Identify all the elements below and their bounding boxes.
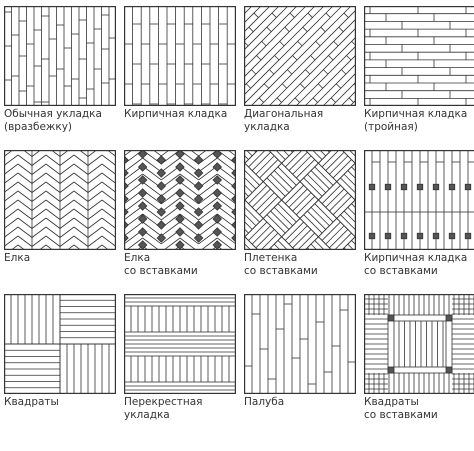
pattern-tile [124,6,236,106]
plank-line [326,152,344,170]
inlay-square [388,367,394,373]
plank-line [293,229,311,247]
joint-line [295,98,300,103]
plank-line [60,200,74,211]
inlay-diamond [157,182,165,190]
weave-block [282,150,319,182]
plank-line [252,226,270,244]
joint-line [326,13,331,18]
joint-line [251,70,256,74]
inlay-diamond [213,228,221,236]
plank-line [322,185,340,203]
plank-line [289,226,307,244]
joint-line [349,98,354,103]
inlay-diamond [194,182,202,190]
plank-line [74,182,88,193]
plank-line [102,182,116,193]
caption-line: Палуба [244,396,285,408]
pattern-tile [124,150,236,250]
joint-line [316,41,321,46]
plank-line [102,173,116,184]
pattern-cross [124,294,236,422]
inlay-diamond [213,202,221,210]
caption-line: Обычная укладка [4,108,102,120]
plank-line [60,182,74,193]
pattern-tile [244,150,356,250]
weave-block [318,218,355,250]
plank-line [322,222,340,240]
inlay-square [465,184,471,190]
plank-line [102,191,116,202]
plank-line [4,173,18,184]
joint-line [277,98,282,103]
inlay-square [417,233,423,239]
inlay-diamond [157,208,165,216]
weave-block [318,150,355,182]
plank-line [74,173,88,184]
plank-line [289,152,307,170]
pattern-tile [4,150,116,250]
inlay-square [449,233,455,239]
plank-line [46,218,60,229]
pattern-caption [364,396,474,422]
plank-line [274,171,292,189]
plank-line [60,164,74,175]
pattern-tile [4,294,116,394]
plank-line [74,209,88,220]
inlay-square [446,315,452,321]
inlay-diamond [176,189,184,197]
plank-line [251,6,351,106]
pattern-tile [124,294,236,394]
plank-line [74,227,88,238]
plank-line [296,196,314,214]
plank-line [285,185,303,203]
inlay-diamond [138,189,146,197]
inlay-diamond [176,202,184,210]
inlay-diamond [194,234,202,242]
pattern-caption [364,108,474,134]
plank-line [18,227,32,238]
caption-line: Елка [4,252,31,264]
caption-line: со вставками [244,265,318,277]
plank-line [249,222,267,240]
joint-line [308,13,313,18]
plank-line [32,227,46,238]
joint-line [298,41,303,46]
caption-line: Квадраты [364,396,419,408]
joint-line [313,98,318,103]
plank-line [46,236,60,247]
plank-line [256,193,274,211]
joint-line [254,13,259,18]
plank-line [4,164,18,175]
inlay-diamond [157,221,165,229]
plank-line [311,171,329,189]
caption-line: Кирпичная кладка [364,252,468,264]
caption-line: со вставками [364,265,438,277]
cross-band [124,294,236,306]
weave-block [245,218,282,250]
plank-line [46,182,60,193]
caption-line: Елка [124,252,151,264]
inlay-diamond [157,156,165,164]
inlay-square [401,184,407,190]
joint-line [280,41,285,46]
weave-block [282,218,319,250]
joint-line [341,70,346,74]
plank-line [88,191,102,202]
plank-line [74,218,88,229]
plank-line [32,200,46,211]
plank-line [278,6,356,106]
plank-line [46,155,60,166]
weave-block [245,150,282,182]
joint-line [246,84,251,89]
joint-line [269,70,274,74]
inlay-square [417,184,423,190]
plank-line [102,209,116,220]
plank-line [18,155,32,166]
pattern-caption [4,252,116,265]
joint-line [285,27,290,32]
caption-line: укладка [244,121,290,133]
plank-line [88,164,102,175]
joint-line [275,55,280,60]
inlay-diamond [176,163,184,171]
joint-line [264,84,269,89]
inlay-diamond [213,163,221,171]
pattern-herringbone [4,150,116,265]
plank-line [102,164,116,175]
inlay-diamond [138,163,146,171]
joint-line [331,98,336,103]
pattern-caption [244,396,356,409]
plank-line [88,227,102,238]
pattern-squares-inserts [364,294,474,422]
plank-line [271,174,289,192]
pattern-regular-staggered [4,6,116,134]
plank-line [32,236,46,247]
inlay-square [385,184,391,190]
plank-line [267,215,285,233]
joint-line [290,13,295,18]
plank-line [18,191,32,202]
plank-line [74,191,88,202]
plank-line [46,200,60,211]
plank-line [88,173,102,184]
caption-line: укладка [124,409,170,421]
plank-line [307,174,325,192]
plank-line [102,200,116,211]
inlay-diamond [213,150,221,158]
pattern-caption [124,108,236,121]
inlay-diamond [176,176,184,184]
caption-line: Кирпичная кладка [124,108,228,120]
plank-line [88,209,102,220]
plank-line [88,236,102,247]
plank-line [46,191,60,202]
inlay-diamond [138,176,146,184]
plank-line [307,211,325,229]
plank-line [4,191,18,202]
inlay-square [433,184,439,190]
pattern-deck [244,294,356,409]
plank-line [18,209,32,220]
plank-line [18,200,32,211]
plank-line [18,218,32,229]
plank-line [305,6,356,106]
caption-line: Диагональная [244,108,324,120]
cross-band [124,382,236,394]
plank-line [18,236,32,247]
plank-line [60,227,74,238]
plank-line [18,173,32,184]
inlay-square [446,367,452,373]
pattern-caption [4,396,116,409]
caption-line: (тройная) [364,121,418,133]
plank-line [102,155,116,166]
joint-line [347,55,352,60]
joint-line [329,55,334,60]
plank-line [326,226,344,244]
plank-line [74,164,88,175]
plank-line [278,167,296,185]
joint-line [318,84,323,89]
plank-line [252,189,270,207]
inlay-square [465,233,471,239]
pattern-brick-triple [364,6,474,134]
frame-band [388,315,452,373]
plank-line [289,189,307,207]
inlay-diamond [213,176,221,184]
plank-line [244,240,260,250]
plank-line [256,229,274,247]
plank-line [260,160,278,178]
inlay-square [401,233,407,239]
inlay-diamond [176,150,184,158]
pattern-tile [364,294,474,394]
plank-line [46,173,60,184]
plank-line [4,155,18,166]
joint-line [282,84,287,89]
pattern-caption [244,108,356,134]
plank-line [32,164,46,175]
plank-line [256,156,274,174]
plank-line [271,211,289,229]
pattern-herringbone-inserts [124,150,236,278]
plank-line [32,191,46,202]
plank-line [60,155,74,166]
joint-line [249,27,254,32]
caption-line: со вставками [364,409,438,421]
joint-line [336,84,341,89]
inlay-diamond [138,202,146,210]
caption-line: Перекрестная [124,396,203,408]
plank-line [32,173,46,184]
pattern-tile [4,6,116,106]
inlay-diamond [194,221,202,229]
joint-line [323,70,328,74]
plank-line [18,164,32,175]
joint-line [262,41,267,46]
joint-line [344,13,349,18]
pattern-squares [4,294,116,409]
pattern-caption [124,396,236,422]
plank-line [333,196,351,214]
plank-line [4,209,18,220]
plank-line [4,227,18,238]
plank-line [32,155,46,166]
plank-line [244,6,297,106]
joint-line [334,41,339,46]
pattern-brick [124,6,236,121]
plank-line [340,150,356,160]
joint-line [311,55,316,60]
inlay-square [388,315,394,321]
plank-line [46,227,60,238]
caption-line: со вставками [124,265,198,277]
plank-line [252,152,270,170]
plank-line [32,182,46,193]
plank-line [74,200,88,211]
plank-line [60,191,74,202]
plank-line [88,218,102,229]
joint-line [267,27,272,32]
inlay-square [449,184,455,190]
inlay-diamond [176,228,184,236]
caption-line: Плетенка [244,252,298,264]
plank-line [267,178,285,196]
inner-square [394,321,446,367]
pattern-caption [364,252,474,278]
pattern-tile [364,6,474,106]
weave-block [337,237,356,250]
caption-line: Кирпичная кладка [364,108,468,120]
plank-line [329,229,347,247]
joint-line [287,70,292,74]
pattern-tile [244,6,356,106]
inlay-diamond [138,150,146,158]
plank-line [260,196,278,214]
plank-line [60,236,74,247]
pattern-weave-inserts [244,150,356,278]
plank-line [32,209,46,220]
pattern-caption [4,108,116,134]
plank-line [74,236,88,247]
inlay-square [433,233,439,239]
plank-line [329,193,347,211]
plank-line [333,160,351,178]
inlay-square [369,233,375,239]
plank-line [285,222,303,240]
plank-line [74,155,88,166]
plank-line [293,193,311,211]
joint-line [300,84,305,89]
plank-line [102,218,116,229]
joint-line [339,27,344,32]
plank-line [18,182,32,193]
joint-line [321,27,326,32]
pattern-caption [244,252,356,278]
plank-line [315,204,333,222]
inlay-diamond [138,228,146,236]
pattern-brick-inserts [364,150,474,278]
plank-line [329,156,347,174]
inlay-diamond [194,208,202,216]
plank-line [4,200,18,211]
inlay-diamond [157,234,165,242]
plank-line [296,160,314,178]
joint-line [272,13,277,18]
caption-line: (вразбежку) [4,121,73,133]
plank-line [88,200,102,211]
joint-line [257,55,262,60]
plank-line [60,218,74,229]
pattern-tile [244,294,356,394]
pattern-caption [124,252,236,278]
plank-line [249,185,267,203]
plank-line [304,178,322,196]
joint-line [305,70,310,74]
inlay-diamond [194,156,202,164]
inlay-square [385,233,391,239]
plank-line [60,209,74,220]
plank-line [4,218,18,229]
plank-line [46,209,60,220]
plank-line [102,227,116,238]
plank-line [88,182,102,193]
plank-line [102,236,116,247]
plank-line [60,173,74,184]
inlay-square [369,184,375,190]
plank-line [46,164,60,175]
joint-line [293,55,298,60]
joint-line [303,27,308,32]
inlay-diamond [213,189,221,197]
plank-line [293,156,311,174]
plank-line [274,207,292,225]
plank-line [4,182,18,193]
plank-line [278,204,296,222]
plank-line [311,207,329,225]
plank-line [315,167,333,185]
plank-line [32,218,46,229]
pattern-tile [364,150,474,250]
plank-line [4,236,18,247]
caption-line: Квадраты [4,396,59,408]
plank-line [326,189,344,207]
plank-line [304,215,322,233]
pattern-diagonal [244,6,356,134]
plank-line [88,155,102,166]
joint-line [259,98,264,103]
